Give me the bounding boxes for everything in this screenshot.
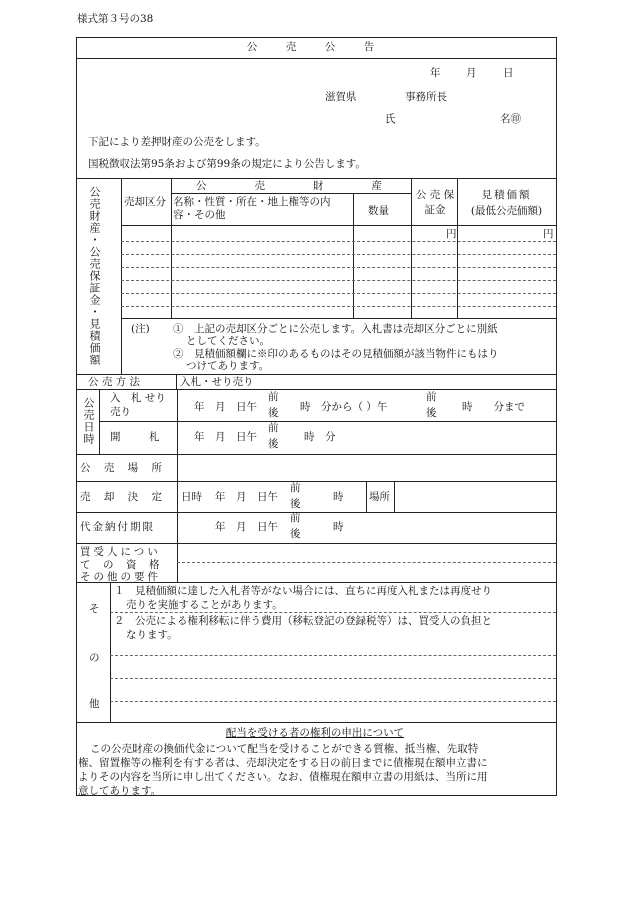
open-pm: 後 xyxy=(268,438,279,450)
note-1-cont: としてください。 xyxy=(186,335,270,347)
other-item-1-cont: 売りを実施することがあります。 xyxy=(126,599,283,611)
open-date: 年 月 日午 xyxy=(194,431,257,443)
notes-label: (注) xyxy=(131,323,150,335)
payment-date: 年 月 日午 xyxy=(215,521,278,533)
intro-line-1: 下記により差押財産の公売をします。 xyxy=(88,136,266,148)
buyer-label-2: て の 資 格 xyxy=(80,559,161,571)
buyer-label-1: 買受人につい xyxy=(80,546,161,558)
bid-am: 前 xyxy=(268,391,279,403)
other-item-1: １ 見積価額に達した入札者等がない場合には、直ちに再度入札または再度せり xyxy=(114,585,492,597)
form-number: 様式第３号の38 xyxy=(77,13,154,25)
decision-place-label: 場所 xyxy=(369,491,390,503)
schedule-side-label: 公売日時 xyxy=(82,397,95,445)
deposit-yen-unit: 円 xyxy=(446,228,457,240)
bid-end-pm: 後 xyxy=(426,407,437,419)
col-category: 売却区分 xyxy=(124,196,166,208)
open-am: 前 xyxy=(268,422,279,434)
decision-am: 前 xyxy=(290,482,301,494)
issuer-name-label: 氏 xyxy=(385,113,396,125)
property-side-label: 公売財産・公売保証金・見積価額 xyxy=(88,186,101,366)
note-2: ② 見積価額欄に※印のあるものはその見積価額が該当物件にもはり xyxy=(173,348,499,360)
rights-line-2: 権、留置権等の権利を有する者は、売却決定をする日の前日までに債権現在額申立書に xyxy=(78,757,488,769)
date-day: 日 xyxy=(503,67,514,79)
bid-label: 入 札 せり売り xyxy=(110,392,166,418)
other-label-top: そ xyxy=(89,603,100,615)
bid-pm: 後 xyxy=(268,407,279,419)
col-quantity: 数量 xyxy=(368,205,389,217)
rights-line-1: この公売財産の換価代金について配当を受けることができる質権、抵当権、先取特 xyxy=(90,743,479,755)
payment-pm: 後 xyxy=(290,528,301,540)
method-value: 入札・せり売り xyxy=(180,376,254,388)
note-2-cont: つけてあります。 xyxy=(186,360,270,372)
bid-time-from: 時 分から（ ）午 xyxy=(300,401,388,413)
other-item-2-cont: なります。 xyxy=(126,629,178,641)
rights-line-4: 意してあります。 xyxy=(78,785,162,797)
open-time: 時 分 xyxy=(304,431,336,443)
bid-date: 年 月 日午 xyxy=(194,401,257,413)
col-description: 名称・性質・所在・地上権等の内容・その他 xyxy=(173,196,331,221)
notice-title: 公 売 公 告 xyxy=(246,41,384,53)
method-label: 公 売 方 法 xyxy=(88,376,141,388)
bid-end-am: 前 xyxy=(426,391,437,403)
intro-line-2: 国税徴収法第95条および第99条の規定により公告します。 xyxy=(88,158,366,170)
other-item-2: ２ 公売による権利移転に伴う費用（移転登記の登録税等）は、買受人の負担と xyxy=(114,615,492,627)
rights-heading: 配当を受ける者の権利の申出について xyxy=(225,727,405,739)
decision-label: 売 却 決 定 xyxy=(80,491,168,503)
buyer-label-3: その他の要件 xyxy=(80,571,161,583)
decision-pm: 後 xyxy=(290,498,301,510)
col-estimate-subtitle: (最低公売価額) xyxy=(470,205,543,217)
decision-datetime-label: 日時 xyxy=(181,491,202,503)
issuer-name-seal: 名㊞ xyxy=(500,113,521,125)
property-group-header: 公 売 財 産 xyxy=(196,180,391,192)
col-deposit: 公 売 保証金 xyxy=(415,189,455,216)
note-1: ① 上記の売却区分ごとに公売します。入札書は売却区分ごとに別紙 xyxy=(173,323,498,335)
decision-date: 年 月 日午 xyxy=(215,491,278,503)
rights-line-3: よりその内容を当所に申し出てください。なお、債権現在額申立書の用紙は、当所に用 xyxy=(78,771,488,783)
date-month: 月 xyxy=(466,67,477,79)
payment-am: 前 xyxy=(290,512,301,524)
decision-time: 時 xyxy=(333,491,344,503)
issuer-office: 事務所長 xyxy=(405,91,447,103)
payment-label: 代金納付期限 xyxy=(80,521,155,533)
issuer-prefecture: 滋賀県 xyxy=(325,91,357,103)
payment-time: 時 xyxy=(333,521,344,533)
other-label-mid: の xyxy=(89,652,100,664)
place-label: 公 売 場 所 xyxy=(80,462,168,474)
estimate-yen-unit: 円 xyxy=(543,228,554,240)
open-label: 開 札 xyxy=(110,431,169,443)
bid-time-to: 時 分まで xyxy=(462,401,525,413)
other-label-bot: 他 xyxy=(89,698,100,710)
date-year: 年 xyxy=(430,67,441,79)
col-estimate-title: 見積価額 xyxy=(481,189,532,201)
